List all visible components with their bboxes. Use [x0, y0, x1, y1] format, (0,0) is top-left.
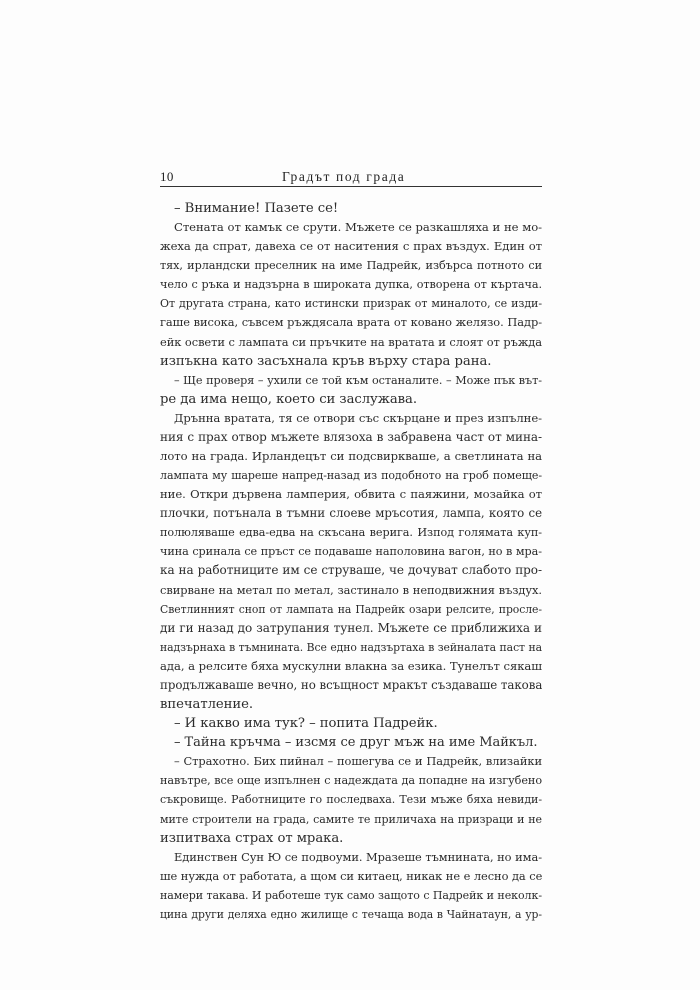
body-text	[160, 199, 542, 924]
text-line: лото на града. Ирландецът си подсвиркваше, а светлината на	[160, 449, 542, 464]
text-line: ейк освети с лампата си пръчките на вратата и слоят от ръжда	[160, 334, 542, 349]
text-line: съкровище. Работниците го последваха. Тези мъже бяха невиди-	[160, 793, 542, 807]
text-line: – Тайна кръчма – изсмя се друг мъж на име Майкъл.	[174, 735, 538, 751]
text-line: ка на работниците им се струваше, че дочуват слабото про-	[160, 563, 542, 578]
text-line: ние. Откри дървена ламперия, обвита с паяжини, мозайка от	[160, 487, 542, 502]
text-line: тях, ирландски преселник на име Падрейк, избърса потното си	[160, 259, 542, 273]
text-line: свирване на метал по метал, застинало в неподвижния въздух.	[160, 582, 542, 597]
text-line: ше нужда от работата, а щом си китаец, никак не е лесно да се	[160, 868, 542, 883]
text-line: ди ги назад до затрупания тунел. Мъжете се приближиха и	[160, 620, 542, 635]
text-line: жеха да спрат, давеха се от наситения с прах въздух. Един от	[160, 239, 542, 254]
header-rule	[160, 186, 542, 187]
running-head	[160, 169, 542, 185]
text-line: чело с ръка и надзърна в широката дупка, отворена от къртача.	[160, 278, 542, 292]
text-line: лампата му шареше напред-назад из подобното на гроб помеще-	[160, 469, 542, 483]
text-line: изпъкна като засъхнала кръв върху стара рана.	[160, 353, 492, 369]
text-line: впечатление.	[160, 697, 254, 713]
text-line: цина други деляха едно жилище с течаща вода в Чайнатаун, а ур-	[160, 907, 542, 921]
text-line: полюляваше едва-едва на скъсана верига. Изпод голямата куп-	[160, 526, 542, 540]
text-line: Стената от камък се срути. Мъжете се разкашляха и не мо-	[174, 220, 542, 235]
text-line: надзърнаха в тъмнината. Все едно надзъртаха в зейналата паст на	[160, 640, 542, 654]
text-line: Светлинният сноп от лампата на Падрейк озари релсите, просле-	[160, 602, 542, 616]
text-line: – Ще проверя – ухили се той към останалите. – Може пък вът-	[174, 373, 542, 387]
text-line: изпитваха страх от мрака.	[160, 830, 344, 846]
text-line: От другата страна, като истински призрак от миналото, се изди-	[160, 297, 542, 311]
text-line: ре да има нещо, което си заслужава.	[160, 391, 417, 407]
text-line: мите строители на града, самите те приличаха на призраци и не	[160, 812, 542, 826]
text-line: продължаваше вечно, но всъщност мракът създаваше такова	[160, 677, 542, 692]
text-line: – И какво има тук? – попита Падрейк.	[174, 716, 438, 732]
text-line: Единствен Сун Ю се подвоуми. Мразеше тъмнината, но има-	[174, 849, 542, 864]
text-line: – Страхотно. Бих пийнал – пошегува се и Падрейк, влизайки	[174, 754, 542, 769]
text-line: намери такава. И работеше тук само защото с Падрейк и неколк-	[160, 888, 542, 902]
text-line: ния с прах отвор мъжете влязоха в забравена част от мина-	[160, 429, 542, 444]
text-line: – Внимание! Пазете се!	[174, 201, 339, 216]
text-line: навътре, все още изпълнен с надеждата да попадне на изгубено	[160, 774, 542, 788]
page-number: 10	[160, 169, 174, 184]
running-title: Градът под града	[282, 169, 406, 184]
text-line: чина сринала се пръст се подаваше наполовина вагон, но в мра-	[160, 545, 542, 559]
text-line: плочки, потънала в тъмни слоеве мръсотия, лампа, която се	[160, 506, 542, 521]
text-line: гаше висока, съвсем ръждясала врата от ковано желязо. Падр-	[160, 315, 542, 330]
text-line: ада, а релсите бяха мускулни влакна за езика. Тунелът сякаш	[160, 658, 542, 673]
text-line: Дрънна вратата, тя се отвори със скърцане и през изпълне-	[174, 410, 542, 425]
